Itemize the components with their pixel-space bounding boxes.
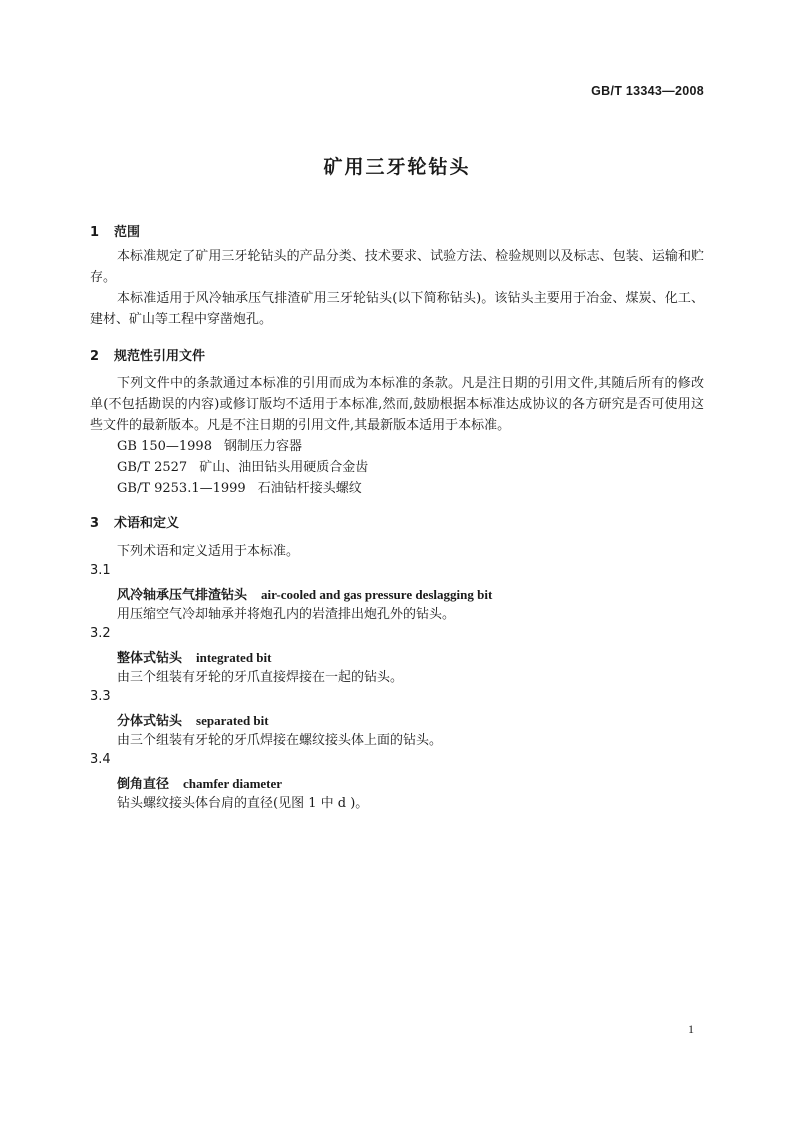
reference-code: GB 150—1998	[117, 439, 212, 454]
term-english: air-cooled and gas pressure deslagging bit	[261, 587, 493, 602]
term-english: separated bit	[196, 713, 269, 728]
reference-title: 钢制压力容器	[223, 439, 302, 454]
section-1-paragraph-1: 本标准规定了矿用三牙轮钻头的产品分类、技术要求、试验方法、检验规则以及标志、包装、运输和贮存。	[90, 249, 704, 285]
term-number: 3.4	[90, 752, 111, 767]
term-chinese: 分体式钻头	[117, 714, 183, 729]
reference-code: GB/T 2527	[117, 460, 188, 475]
term-number: 3.2	[90, 626, 111, 641]
term-english: integrated bit	[196, 650, 272, 665]
section-1-heading	[90, 221, 140, 240]
standard-code: GB/T 13343—2008	[591, 84, 704, 98]
section-3-heading	[90, 512, 179, 531]
term-entry	[117, 647, 271, 666]
section-title: 规范性引用文件	[114, 349, 206, 364]
section-2-heading	[90, 345, 205, 364]
reference-code: GB/T 9253.1—1999	[117, 481, 246, 496]
page-number: 1	[688, 1022, 694, 1036]
reference-title: 石油钻杆接头螺纹	[257, 481, 362, 496]
term-entry	[117, 710, 269, 729]
section-1-paragraph-2: 本标准适用于风冷轴承压气排渣矿用三牙轮钻头(以下简称钻头)。该钻头主要用于冶金、煤炭、化工、建材、矿山等工程中穿凿炮孔。	[90, 291, 704, 327]
section-number: 3	[90, 516, 100, 531]
section-title: 范围	[114, 225, 141, 240]
term-number: 3.3	[90, 689, 111, 704]
term-entry	[117, 773, 282, 792]
term-chinese: 倒角直径	[117, 777, 170, 792]
section-number: 1	[90, 225, 100, 240]
term-chinese: 风冷轴承压气排渣钻头	[117, 588, 248, 603]
section-title: 术语和定义	[114, 516, 180, 531]
reference-item	[117, 457, 368, 478]
reference-title: 矿山、油田钻头用硬质合金齿	[199, 460, 369, 475]
term-english: chamfer diameter	[183, 776, 283, 791]
reference-item	[117, 436, 302, 457]
term-definition: 用压缩空气冷却轴承并将炮孔内的岩渣排出炮孔外的钻头。	[117, 607, 456, 622]
section-3-intro: 下列术语和定义适用于本标准。	[117, 544, 300, 559]
reference-item	[117, 478, 362, 499]
term-number: 3.1	[90, 563, 111, 578]
term-chinese: 整体式钻头	[117, 651, 183, 666]
document-title: 矿用三牙轮钻头	[323, 156, 471, 178]
term-definition: 由三个组装有牙轮的牙爪直接焊接在一起的钻头。	[117, 670, 404, 685]
term-entry	[117, 584, 492, 603]
section-2-intro: 下列文件中的条款通过本标准的引用而成为本标准的条款。凡是注日期的引用文件,其随后所有的修改单(不包括勘误的内容)或修订版均不适用于本标准,然而,鼓励根据本标准达成协议的各方研究是否可使用这些文件的最新版本。凡是不注日期的引用文件,其最新版本适用于本标准。	[90, 376, 704, 433]
section-number: 2	[90, 349, 100, 364]
term-definition: 钻头螺纹接头体台肩的直径(见图 1 中 d )。	[117, 796, 369, 811]
term-definition: 由三个组装有牙轮的牙爪焊接在螺纹接头体上面的钻头。	[117, 733, 443, 748]
